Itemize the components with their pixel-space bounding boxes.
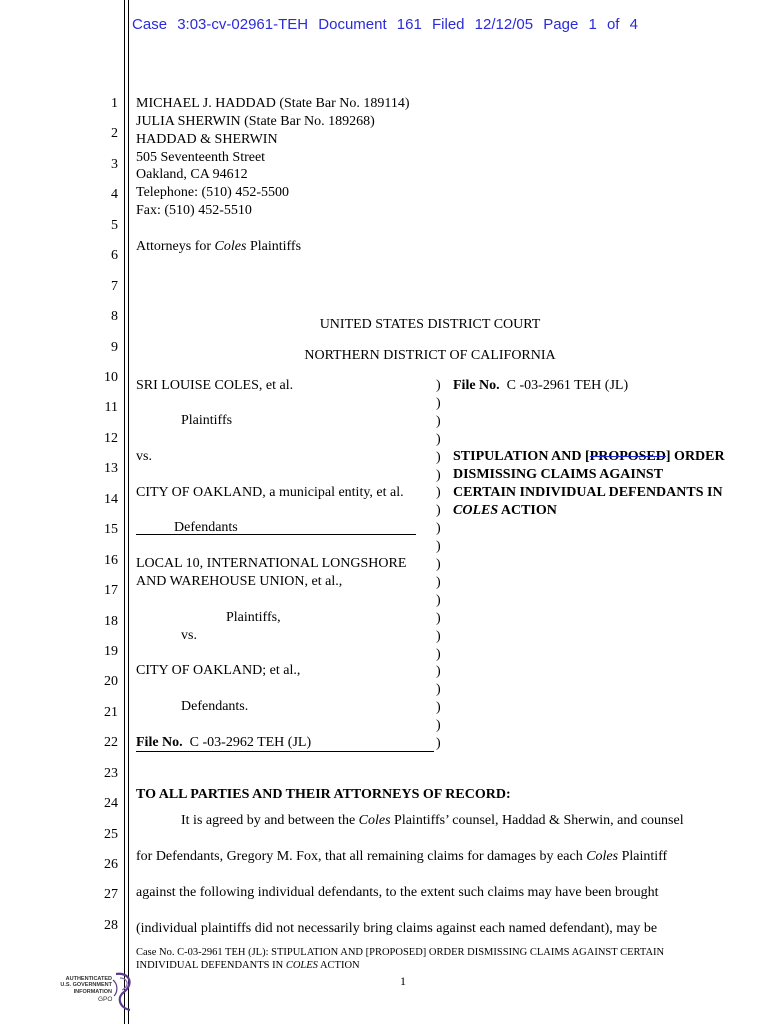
- line-number: 26: [104, 857, 118, 872]
- caption-parenthesis: ): [436, 378, 441, 393]
- caption-parenthesis: ): [436, 395, 441, 411]
- caption-party-2-line-1: LOCAL 10, INTERNATIONAL LONGSHORE: [136, 556, 407, 571]
- court-district: NORTHERN DISTRICT OF CALIFORNIA: [304, 348, 556, 363]
- caption-parenthesis: ): [436, 610, 441, 626]
- line-number: 9: [111, 340, 118, 355]
- caption-defendants-2: Defendants.: [181, 699, 249, 714]
- body-line-1: [181, 812, 684, 829]
- caption-parenthesis: ): [436, 413, 441, 429]
- file-label: File No.: [453, 378, 500, 393]
- header-case: Case 3:03-cv-02961-TEH: [132, 16, 309, 33]
- caption-file-no-1: [453, 377, 628, 394]
- firm-telephone: Telephone: (510) 452-5500: [136, 185, 289, 200]
- caption-parenthesis: ): [436, 485, 441, 501]
- footer-text: ACTION: [317, 960, 360, 971]
- firm-street: 505 Seventeenth Street: [136, 150, 266, 165]
- caption-parenthesis: ): [436, 431, 441, 447]
- line-number: 4: [111, 187, 118, 202]
- line-number: 1: [111, 96, 118, 111]
- caption-defendants-1: Defendants: [174, 520, 238, 535]
- line-number: 17: [104, 583, 118, 598]
- line-number: 12: [104, 431, 118, 446]
- footer-line-2: [136, 959, 664, 972]
- body-line-4: (individual plaintiffs did not necessarily bring claims against each named defendant), may be: [136, 921, 658, 936]
- caption-parenthesis: ): [436, 574, 441, 590]
- line-number: 18: [104, 614, 118, 629]
- gpo-seal-text: [40, 976, 112, 995]
- file-number-2: C -03-2962 TEH (JL): [189, 735, 312, 750]
- title-part: STIPULATION AND [: [453, 449, 590, 464]
- court-name: UNITED STATES DISTRICT COURT: [319, 317, 541, 332]
- line-number: 7: [111, 279, 118, 294]
- caption-parenthesis: ): [436, 646, 441, 662]
- body-text: Plaintiffs’ counsel, Haddad & Sherwin, and counsel: [390, 813, 684, 828]
- footer-text-italic: COLES: [285, 960, 318, 971]
- body-text-italic: Coles: [358, 813, 391, 828]
- caption-parenthesis: ): [436, 700, 441, 716]
- caption-vs-2: vs.: [181, 628, 197, 643]
- gpo-line: U.S. GOVERNMENT: [60, 982, 112, 989]
- gpo-label: GPO: [98, 996, 113, 1003]
- attorneys-for-party: Coles: [214, 239, 247, 254]
- firm-city: Oakland, CA 94612: [136, 167, 248, 182]
- line-number: 11: [104, 400, 118, 415]
- left-margin-rule-outer: [124, 0, 125, 1024]
- caption-parenthesis: ): [436, 682, 441, 698]
- body-text: for Defendants, Gregory M. Fox, that all remaining claims for damages by each: [136, 849, 587, 864]
- caption-parenthesis: ): [436, 718, 441, 734]
- caption-parenthesis: ): [436, 503, 441, 519]
- gpo-line: INFORMATION: [73, 988, 112, 995]
- gpo-eagle-icon: [110, 970, 138, 1014]
- file-label: File No.: [136, 735, 183, 750]
- caption-parenthesis: ): [436, 592, 441, 608]
- line-number: 6: [111, 248, 118, 263]
- body-line-2: [136, 848, 667, 865]
- left-margin-rule-inner: [128, 0, 129, 1024]
- gpo-authentication-seal: [40, 970, 130, 1016]
- line-number: 13: [104, 461, 118, 476]
- salutation: TO ALL PARTIES AND THEIR ATTORNEYS OF RECORD:: [136, 787, 511, 802]
- footer-line-1: Case No. C-03-2961 TEH (JL): STIPULATION AND [PROPOSED] ORDER DISMISSING CLAIMS AGAINST CERTAIN: [136, 947, 665, 958]
- attorney-line: JULIA SHERWIN (State Bar No. 189268): [136, 114, 375, 129]
- line-number: 24: [104, 796, 118, 811]
- line-number: 25: [104, 827, 118, 842]
- document-title-line-1: [453, 448, 725, 465]
- caption-parenthesis: ): [436, 557, 441, 572]
- attorneys-for-suffix: Plaintiffs: [246, 239, 302, 254]
- caption-file-no-2: [136, 734, 311, 751]
- caption-party-2-line-2: AND WAREHOUSE UNION, et al.,: [136, 574, 343, 589]
- title-part: ] ORDER: [665, 449, 725, 464]
- footer-caption: [136, 946, 664, 972]
- caption-parenthesis: ): [436, 628, 441, 644]
- header-filed: Filed 12/12/05: [432, 16, 534, 33]
- body-text-italic: Coles: [586, 849, 619, 864]
- header-page: Page 1 of 4: [543, 16, 638, 33]
- line-number: 20: [104, 674, 118, 689]
- document-title-line-3: CERTAIN INDIVIDUAL DEFENDANTS IN: [453, 485, 723, 500]
- line-number: 28: [104, 918, 118, 933]
- firm-fax: Fax: (510) 452-5510: [136, 203, 252, 218]
- line-number: 22: [104, 735, 118, 750]
- caption-defendant-1: CITY OF OAKLAND, a municipal entity, et al.: [136, 485, 404, 500]
- body-text: Plaintiff: [618, 849, 668, 864]
- caption-parenthesis: ): [436, 664, 441, 680]
- caption-parenthesis: ): [436, 467, 441, 483]
- gpo-line: AUTHENTICATED: [65, 976, 112, 982]
- caption-plaintiffs-2: Plaintiffs,: [226, 610, 281, 625]
- document-title-line-4: [453, 502, 557, 519]
- filing-header: [0, 16, 770, 33]
- firm-name: HADDAD & SHERWIN: [136, 132, 278, 147]
- title-coles: COLES: [453, 503, 499, 518]
- document-title-line-2: DISMISSING CLAIMS AGAINST: [453, 467, 664, 482]
- line-number: 19: [104, 644, 118, 659]
- line-number: 2: [111, 126, 118, 141]
- header-document: Document 161: [318, 16, 422, 33]
- title-proposed-struck: PROPOSED: [589, 449, 666, 464]
- caption-bottom-rule: [136, 751, 434, 752]
- caption-defendant-2: CITY OF OAKLAND; et al.,: [136, 663, 301, 678]
- line-number: 27: [104, 887, 118, 902]
- line-number: 15: [104, 522, 118, 537]
- line-number: 21: [104, 705, 118, 720]
- file-number-1: C -03-2961 TEH (JL): [506, 378, 629, 393]
- caption-parenthesis: ): [436, 736, 441, 751]
- line-number: 8: [111, 309, 118, 324]
- line-number: 10: [104, 370, 118, 385]
- attorneys-for: [136, 238, 301, 255]
- attorney-line: MICHAEL J. HADDAD (State Bar No. 189114): [136, 96, 410, 111]
- page-number: 1: [400, 974, 406, 988]
- title-part: ACTION: [498, 503, 557, 518]
- attorneys-for-prefix: Attorneys for: [136, 239, 215, 254]
- caption-vs-1: vs.: [136, 449, 152, 464]
- line-number: 23: [104, 766, 118, 781]
- line-number: 5: [111, 218, 118, 233]
- caption-plaintiffs-1: Plaintiffs: [181, 413, 233, 428]
- caption-party-1: SRI LOUISE COLES, et al.: [136, 378, 294, 393]
- body-line-3: against the following individual defendants, to the extent such claims may have been brought: [136, 885, 659, 900]
- body-text: It is agreed by and between the: [181, 813, 359, 828]
- line-number: 16: [104, 553, 118, 568]
- caption-parenthesis: ): [436, 539, 441, 555]
- line-number: 3: [111, 157, 118, 172]
- caption-parenthesis: ): [436, 521, 441, 537]
- line-number: 14: [104, 492, 118, 507]
- caption-parenthesis: ): [436, 449, 441, 465]
- footer-text: INDIVIDUAL DEFENDANTS IN: [136, 960, 286, 971]
